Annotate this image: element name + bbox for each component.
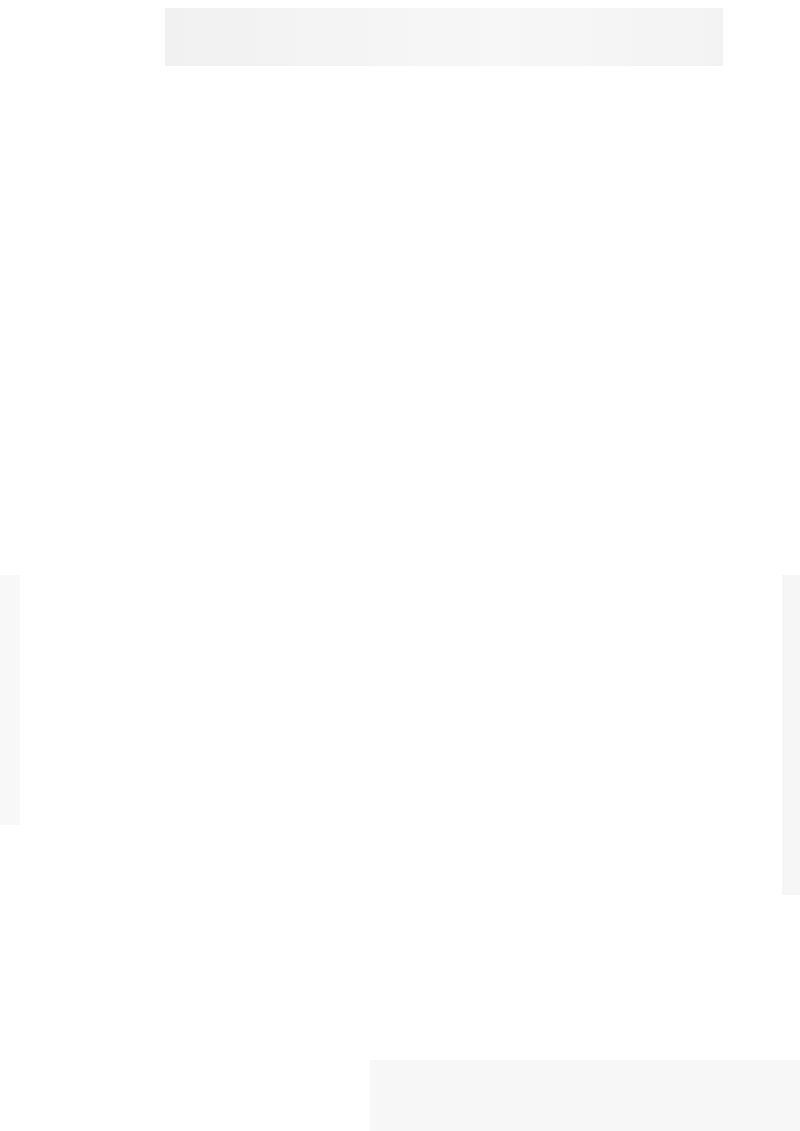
scan-shadow-right bbox=[782, 575, 800, 895]
show-through-text bbox=[210, 34, 690, 56]
scan-shadow-bottom bbox=[370, 1060, 800, 1131]
scan-shadow-left bbox=[0, 575, 20, 825]
